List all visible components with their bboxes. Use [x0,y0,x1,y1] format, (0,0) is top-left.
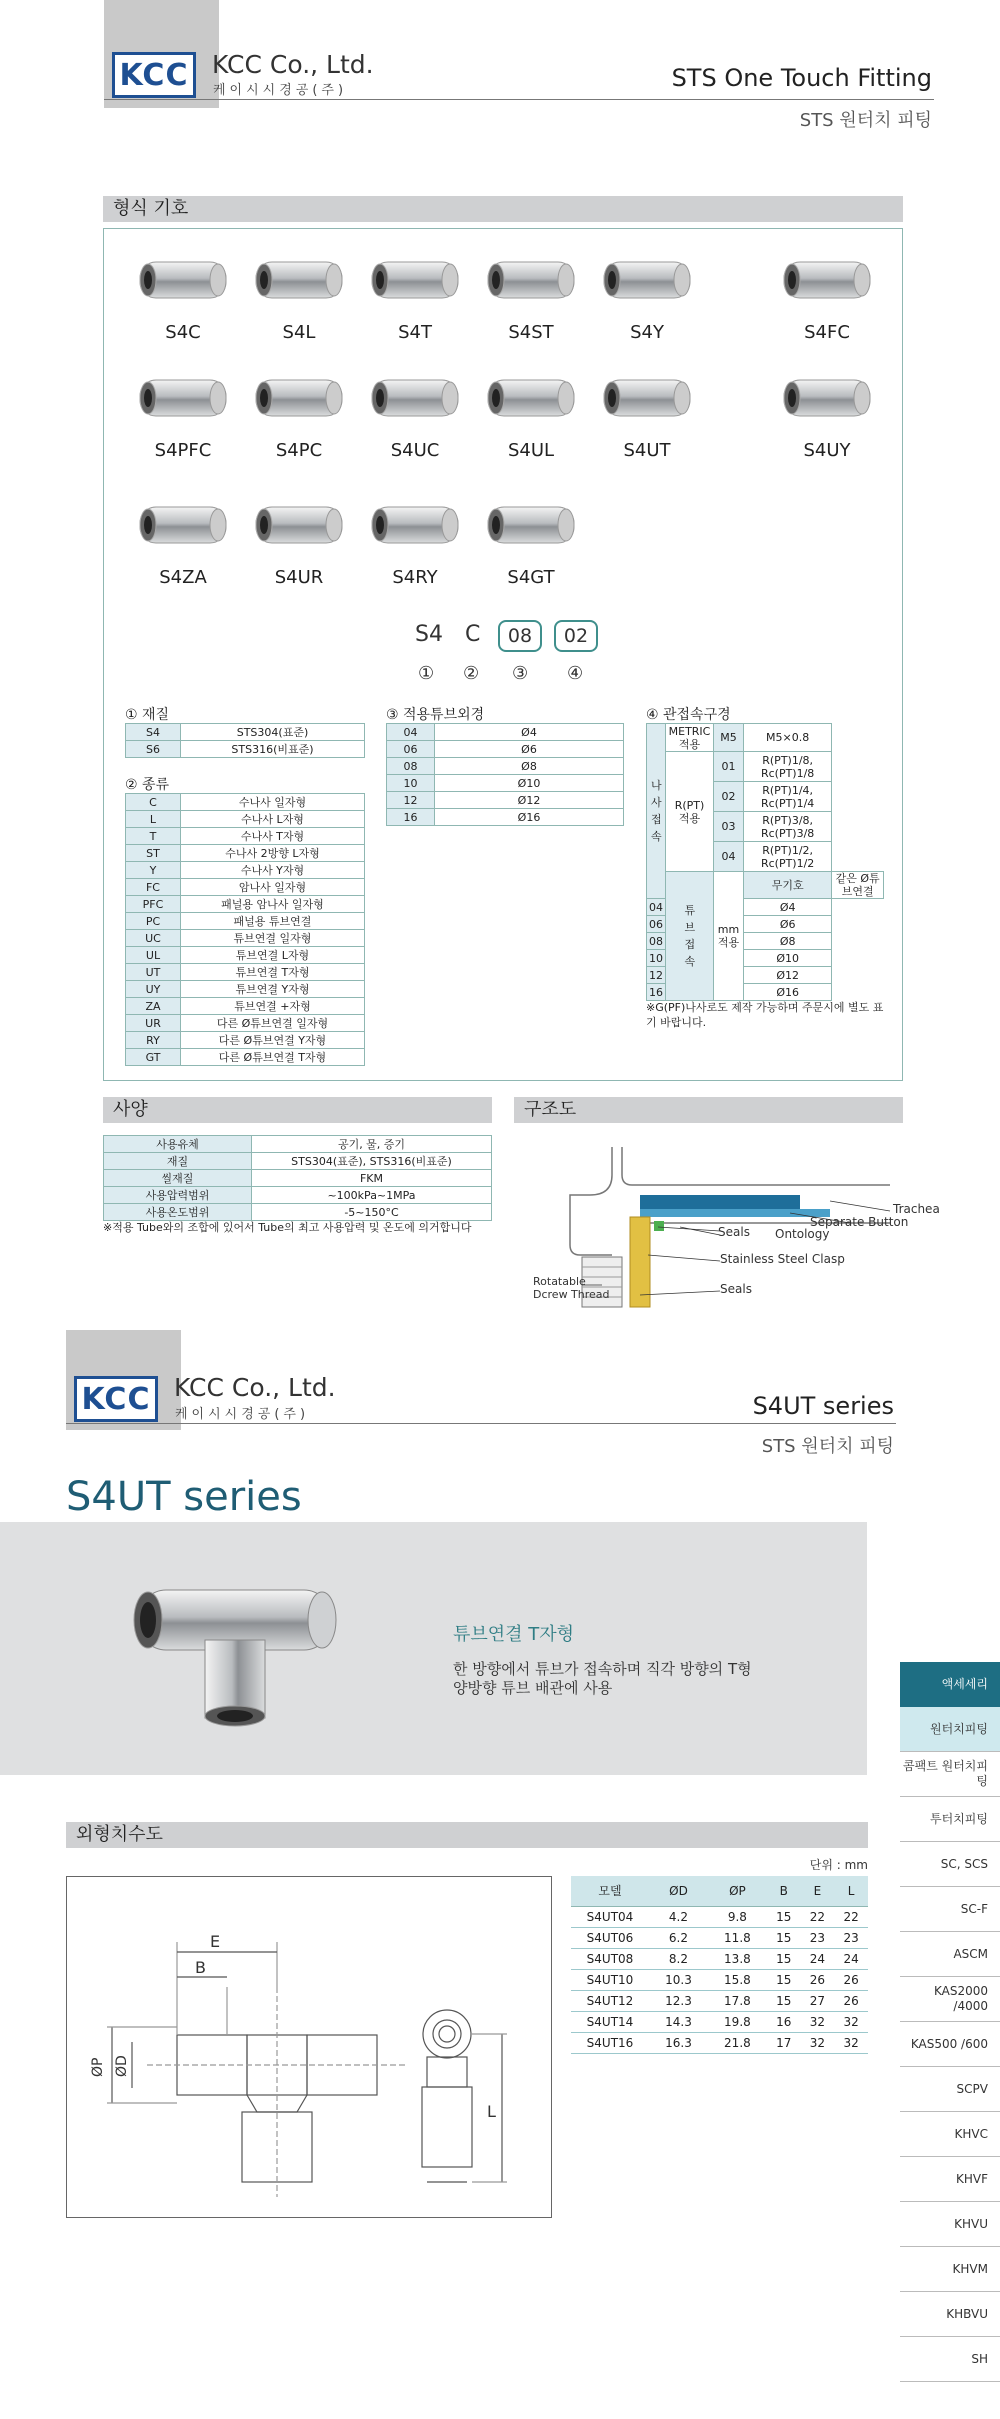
marker-1: ① [418,663,435,684]
column-header: ØP [708,1876,767,1906]
label-screw-thread: Dcrew Thread [533,1288,610,1301]
table-row: PFC 패널용 암나사 일자형 [126,896,365,913]
series-title: S4UT series [66,1474,302,1520]
table-row: UT 튜브연결 T자형 [126,964,365,981]
fitting-image [234,358,364,438]
sidebar-item[interactable]: 액세세리 [900,1662,1000,1707]
table-row: 08 Ø8 [647,933,884,950]
table-row: RY 다른 Ø튜브연결 Y자형 [126,1032,365,1049]
product-s4ut [582,358,712,461]
spec-note: ※적용 Tube와의 조합에 있어서 Tube의 최고 사용압력 및 온도에 의거합니다 [103,1221,472,1234]
product-s4c [118,240,248,343]
product-s4uy [762,358,892,461]
product-label: S4ST [508,322,554,343]
table-row: S4UT10 10.3 15.8 15 26 26 [571,1969,868,1990]
s4ut-product-image [120,1570,350,1730]
label-steel-clasp: Stainless Steel Clasp [720,1252,845,1266]
dimension-table [571,1876,868,2054]
sidebar-item[interactable]: 투터치피팅 [900,1797,1000,1842]
product-label: S4UT [623,440,671,461]
product-label: S4UY [803,440,851,461]
trachea-tube [640,1195,800,1209]
code-series: S4 [415,622,443,647]
label-ontology: Ontology [775,1227,830,1241]
table-row: 08 Ø8 [387,758,624,775]
connection-table [646,723,884,1001]
code-thread-box: 02 [554,620,598,652]
fitting-image [350,358,480,438]
page-title-2: S4UT series [752,1392,894,1420]
fitting-image [582,240,712,320]
dimension-section-header: 외형치수도 [66,1822,868,1848]
pipe-top-line [622,1147,890,1185]
table-row: 사용압력범위 ~100kPa~1MPa [104,1187,492,1204]
page-subtitle-2: STS 원터치 피팅 [761,1436,894,1457]
table-row: UL 튜브연결 L자형 [126,947,365,964]
product-label: S4L [282,322,316,343]
spec-section-header: 사양 [103,1097,492,1123]
table-row: S4UT16 16.3 21.8 17 32 32 [571,2032,868,2053]
sidebar-item[interactable]: KHVF [900,2157,1000,2202]
fitting-image [466,485,596,565]
product-label: S4PC [275,440,323,461]
table-row: L 수나사 L자형 [126,811,365,828]
banner-desc-2: 양방향 튜브 배관에 사용 [453,1679,613,1697]
product-s4ul [466,358,596,461]
product-label: S4Y [630,322,664,343]
dim-label-e: E [210,1932,221,1951]
sidebar-item[interactable]: SC, SCS [900,1842,1000,1887]
separate-button [640,1209,830,1217]
table-row: 12 Ø12 [387,792,624,809]
label-separate-button: Separate Button [810,1215,909,1229]
banner-desc-1: 한 방향에서 튜브가 접속하며 직각 방향의 T형 [453,1660,752,1678]
table-row: 04 R(PT)1/2, Rc(PT)1/2 [647,842,884,872]
spec-table [103,1135,492,1221]
code-tube-box: 08 [498,620,542,652]
code-type: C [465,622,481,647]
fitting-image [582,358,712,438]
type-section-header: 형식 기호 [103,196,903,222]
table-row: 나사접속 METRIC 적용 M5 M5×0.8 [647,724,884,752]
label-seals-1: Seals [718,1225,750,1239]
stainless-steel-clasp [630,1217,650,1307]
product-s4za [118,485,248,588]
header-rule [104,99,934,100]
sidebar-item[interactable]: SC-F [900,1887,1000,1932]
table-row: 사용온도범위 -5~150°C [104,1204,492,1221]
product-label: S4PFC [154,440,212,461]
product-s4pfc [118,358,248,461]
table-row: ST 수나사 2방향 L자형 [126,845,365,862]
column-header: E [801,1876,835,1906]
table-row: 16 Ø16 [387,809,624,826]
fitting-image [350,485,480,565]
product-s4ry [350,485,480,588]
product-label: S4UC [390,440,440,461]
sidebar [900,1662,1000,2382]
product-s4gt [466,485,596,588]
dim-label-p: ØP [90,2057,106,2077]
product-label: S4T [398,322,432,343]
table-row: 16 Ø16 [647,984,884,1001]
table-row: T 수나사 T자형 [126,828,365,845]
product-label: S4GT [507,567,555,588]
table-row: 03 R(PT)3/8, Rc(PT)3/8 [647,812,884,842]
structure-section-header: 구조도 [514,1097,903,1123]
banner-title: 튜브연결 T자형 [453,1624,575,1645]
marker-2: ② [463,663,480,684]
table-row: 04 Ø4 [647,899,884,916]
table-row: 튜브접속 mm 적용 무기호 같은 Ø튜브연결 [647,872,884,899]
tube-table [386,723,624,826]
connection-note: ※G(PF)나사로도 제작 가능하며 주문시에 별도 표기 바랍니다. [646,1001,884,1029]
fitting-image [350,240,480,320]
fitting-image [234,485,364,565]
page-subtitle: STS 원터치 피팅 [799,110,932,131]
body-outline [570,1147,612,1255]
table-row: GT 다른 Ø튜브연결 T자형 [126,1049,365,1066]
dimension-drawing [67,1877,553,2219]
fitting-image [234,240,364,320]
kcc-logo-2: KCC [74,1376,158,1422]
page-title: STS One Touch Fitting [671,64,932,92]
table-row: S4UT14 14.3 19.8 16 32 32 [571,2011,868,2032]
fitting-image [466,240,596,320]
unit-label: 단위 : mm [809,1858,868,1872]
column-header: L [834,1876,868,1906]
product-label: S4ZA [159,567,207,588]
column-header: B [767,1876,801,1906]
kind-table [125,793,365,1066]
product-s4y [582,240,712,343]
table-row: 10 Ø10 [387,775,624,792]
sidebar-item[interactable]: KHVM [900,2247,1000,2292]
dimension-drawing-frame [66,1876,552,2218]
table-row: 04 Ø4 [387,724,624,741]
product-label: S4RY [392,567,438,588]
product-s4ur [234,485,364,588]
product-s4l [234,240,364,343]
sidebar-item[interactable]: 원터치피팅 [900,1707,1000,1752]
company-name-2: KCC Co., Ltd. [174,1373,336,1402]
table-row: UR 다른 Ø튜브연결 일자형 [126,1015,365,1032]
label-trachea: Trachea [893,1202,940,1216]
material-table [125,723,365,758]
sidebar-item[interactable]: KHVC [900,2112,1000,2157]
table-row: S4UT06 6.2 11.8 15 23 23 [571,1927,868,1948]
label-seals-2: Seals [720,1282,752,1296]
header-rule-2 [66,1423,896,1424]
kind-title: ② 종류 [125,777,170,793]
table-row: UY 튜브연결 Y자형 [126,981,365,998]
table-row: S4UT08 8.2 13.8 15 24 24 [571,1948,868,1969]
table-row: 12 Ø12 [647,967,884,984]
dim-label-d: ØD [114,2055,130,2077]
dim-label-l: L [487,2102,496,2121]
table-header-row [571,1876,868,1906]
column-header: 모델 [571,1876,649,1906]
product-label: S4FC [804,322,850,343]
product-label: S4UL [507,440,555,461]
table-row: S4UT12 12.3 17.8 15 27 26 [571,1990,868,2011]
material-title: ① 재질 [125,707,170,723]
table-row: S4UT04 4.2 9.8 15 22 22 [571,1906,868,1927]
product-label: S4C [165,322,201,343]
seal-ring [654,1221,664,1231]
table-row: FC 암나사 일자형 [126,879,365,896]
table-row: ZA 튜브연결 +자형 [126,998,365,1015]
table-row: S4 STS304(표준) [126,724,365,741]
dim-label-b: B [195,1958,206,1977]
table-row: 02 R(PT)1/4, Rc(PT)1/4 [647,782,884,812]
fitting-image [762,358,892,438]
column-header: ØD [649,1876,708,1906]
product-s4st [466,240,596,343]
sidebar-item[interactable]: KAS500 /600 [900,2022,1000,2067]
label-rotatable: Rotatable [533,1275,586,1288]
table-row: 06 Ø6 [647,916,884,933]
fitting-image [118,358,248,438]
fitting-image [118,240,248,320]
sidebar-item[interactable]: SH [900,2337,1000,2382]
company-name-korean-2: 케이시시경공(주) [175,1407,310,1422]
table-row: Y 수나사 Y자형 [126,862,365,879]
sidebar-item[interactable]: 콤팩트 원터치피팅 [900,1752,1000,1797]
table-row: C 수나사 일자형 [126,794,365,811]
table-row: PC 패널용 튜브연결 [126,913,365,930]
fitting-image [118,485,248,565]
table-row: S6 STS316(비표준) [126,741,365,758]
table-row: 06 Ø6 [387,741,624,758]
table-row: 사용유체 공기, 물, 증기 [104,1136,492,1153]
sidebar-item[interactable]: ASCM [900,1932,1000,1977]
table-row: UC 튜브연결 일자형 [126,930,365,947]
product-label: S4UR [274,567,324,588]
marker-4: ④ [567,663,584,684]
connection-title: ④ 관접속구경 [646,707,731,723]
table-row: 씰재질 FKM [104,1170,492,1187]
sidebar-item[interactable]: KHBVU [900,2292,1000,2337]
product-s4uc [350,358,480,461]
kcc-logo: KCC [112,52,196,98]
table-row: 재질 STS304(표준), STS316(비표준) [104,1153,492,1170]
fitting-image [466,358,596,438]
product-s4pc [234,358,364,461]
sidebar-item[interactable]: KAS2000 /4000 [900,1977,1000,2022]
tube-title: ③ 적용튜브외경 [386,707,485,723]
marker-3: ③ [512,663,529,684]
product-s4t [350,240,480,343]
sidebar-item[interactable]: KHVU [900,2202,1000,2247]
company-name: KCC Co., Ltd. [212,50,374,79]
company-name-korean: 케이시시경공(주) [213,83,348,98]
table-row: 10 Ø10 [647,950,884,967]
sidebar-item[interactable]: SCPV [900,2067,1000,2112]
product-s4fc [762,240,892,343]
fitting-image [762,240,892,320]
table-row: R(PT) 적용 01 R(PT)1/8, Rc(PT)1/8 [647,752,884,782]
